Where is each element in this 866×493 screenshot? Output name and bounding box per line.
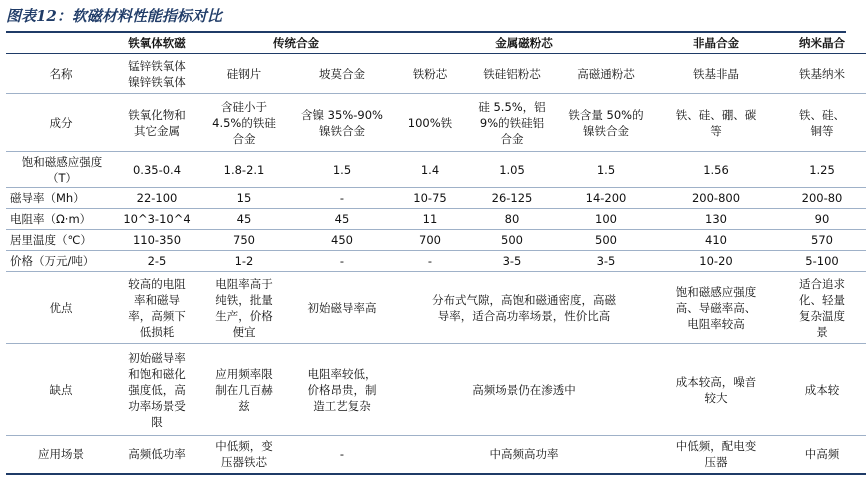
cell-silicon-steel-disadvantages: 应用频率限 制在几百赫 兹 <box>198 344 290 436</box>
table-row <box>6 209 866 230</box>
header-amorphous-alloy: 非晶合金 <box>654 33 778 54</box>
cell-high-flux-saturation: 1.5 <box>558 152 654 188</box>
cell-nano-advantages: 适合追求 化、轻量 复杂温度 景 <box>778 272 866 344</box>
cell-iron-core-name: 铁粉芯 <box>394 54 466 94</box>
cell-iron-core-saturation: 1.4 <box>394 152 466 188</box>
cell-powder-application: 中高频高功率 <box>394 436 654 474</box>
cell-fe-si-al-resistivity: 80 <box>466 209 558 230</box>
row-label-saturation: 饱和磁感应强度 （T） <box>6 152 116 188</box>
cell-silicon-steel-curie: 750 <box>198 230 290 251</box>
cell-amorphous-name: 铁基非晶 <box>654 54 778 94</box>
cell-permalloy-advantages: 初始磁导率高 <box>290 272 394 344</box>
cell-ferrite-price: 2-5 <box>116 251 198 272</box>
header-empty <box>6 33 116 54</box>
row-label-curie-temperature: 居里温度（℃） <box>6 230 116 251</box>
cell-fe-si-al-permeability: 26-125 <box>466 188 558 209</box>
row-label-disadvantages: 缺点 <box>6 344 116 436</box>
cell-permalloy-price: - <box>290 251 394 272</box>
cell-ferrite-permeability: 22-100 <box>116 188 198 209</box>
cell-permalloy-application: - <box>290 436 394 474</box>
cell-amorphous-permeability: 200-800 <box>654 188 778 209</box>
cell-iron-core-price: - <box>394 251 466 272</box>
table-row <box>6 188 866 209</box>
cell-amorphous-application: 中低频，配电变 压器 <box>654 436 778 474</box>
cell-ferrite-resistivity: 10^3-10^4 <box>116 209 198 230</box>
cell-nano-application: 中高频 <box>778 436 866 474</box>
cell-fe-si-al-curie: 500 <box>466 230 558 251</box>
table-row <box>6 344 866 436</box>
cell-silicon-steel-advantages: 电阻率高于 纯铁，批量 生产，价格 便宜 <box>198 272 290 344</box>
cell-ferrite-curie: 110-350 <box>116 230 198 251</box>
cell-ferrite-saturation: 0.35-0.4 <box>116 152 198 188</box>
row-label-resistivity: 电阻率（Ω·m） <box>6 209 116 230</box>
cell-nano-saturation: 1.25 <box>778 152 866 188</box>
cell-high-flux-name: 高磁通粉芯 <box>558 54 654 94</box>
figure-title: 图表12：软磁材料性能指标对比 <box>6 7 222 25</box>
header-row <box>6 33 866 54</box>
header-metal-powder-core: 金属磁粉芯 <box>394 33 654 54</box>
cell-iron-core-curie: 700 <box>394 230 466 251</box>
cell-silicon-steel-saturation: 1.8-2.1 <box>198 152 290 188</box>
cell-iron-core-composition: 100%铁 <box>394 94 466 152</box>
cell-permalloy-disadvantages: 电阻率较低， 价格昂贵，制 造工艺复杂 <box>290 344 394 436</box>
cell-powder-advantages: 分布式气隙，高饱和磁通密度，高磁 导率，适合高功率场景，性价比高 <box>394 272 654 344</box>
cell-fe-si-al-price: 3-5 <box>466 251 558 272</box>
cell-amorphous-disadvantages: 成本较高，噪音 较大 <box>654 344 778 436</box>
cell-permalloy-resistivity: 45 <box>290 209 394 230</box>
cell-silicon-steel-composition: 含硅小于 4.5%的铁硅 合金 <box>198 94 290 152</box>
cell-high-flux-price: 3-5 <box>558 251 654 272</box>
header-ferrite: 铁氧体软磁 <box>116 33 198 54</box>
row-label-permeability: 磁导率（Mh） <box>6 188 116 209</box>
table-row <box>6 251 866 272</box>
cell-silicon-steel-permeability: 15 <box>198 188 290 209</box>
table-row <box>6 152 866 188</box>
cell-ferrite-advantages: 较高的电阻 率和磁导 率，高频下 低损耗 <box>116 272 198 344</box>
cell-nano-permeability: 200-80 <box>778 188 866 209</box>
cell-fe-si-al-name: 铁硅铝粉芯 <box>466 54 558 94</box>
cell-amorphous-advantages: 饱和磁感应强度 高、导磁率高、 电阻率较高 <box>654 272 778 344</box>
cell-ferrite-composition: 铁氧化物和 其它金属 <box>116 94 198 152</box>
cell-permalloy-curie: 450 <box>290 230 394 251</box>
cell-silicon-steel-resistivity: 45 <box>198 209 290 230</box>
header-traditional-alloy: 传统合金 <box>198 33 394 54</box>
cell-permalloy-permeability: - <box>290 188 394 209</box>
cell-silicon-steel-price: 1-2 <box>198 251 290 272</box>
table-row <box>6 94 866 152</box>
table-row <box>6 230 866 251</box>
table-row <box>6 272 866 344</box>
row-label-application: 应用场景 <box>6 436 116 474</box>
table-row <box>6 54 866 94</box>
cell-ferrite-application: 高频低功率 <box>116 436 198 474</box>
cell-fe-si-al-composition: 硅 5.5%，铝 9%的铁硅铝 合金 <box>466 94 558 152</box>
cell-powder-disadvantages: 高频场景仍在渗透中 <box>394 344 654 436</box>
cell-silicon-steel-name: 硅钢片 <box>198 54 290 94</box>
row-label-advantages: 优点 <box>6 272 116 344</box>
row-label-price: 价格（万元/吨） <box>6 251 116 272</box>
cell-amorphous-resistivity: 130 <box>654 209 778 230</box>
cell-amorphous-composition: 铁、硅、硼、碳 等 <box>654 94 778 152</box>
cell-high-flux-permeability: 14-200 <box>558 188 654 209</box>
cell-permalloy-saturation: 1.5 <box>290 152 394 188</box>
cell-nano-name: 铁基纳米 <box>778 54 866 94</box>
cell-nano-curie: 570 <box>778 230 866 251</box>
cell-amorphous-price: 10-20 <box>654 251 778 272</box>
table-row <box>6 436 866 474</box>
row-label-name: 名称 <box>6 54 116 94</box>
cell-high-flux-resistivity: 100 <box>558 209 654 230</box>
cell-permalloy-name: 坡莫合金 <box>290 54 394 94</box>
cell-high-flux-composition: 铁含量 50%的 镍铁合金 <box>558 94 654 152</box>
cell-iron-core-permeability: 10-75 <box>394 188 466 209</box>
cell-silicon-steel-application: 中低频，变 压器铁芯 <box>198 436 290 474</box>
soft-magnetic-comparison-table <box>6 33 866 475</box>
cell-nano-composition: 铁、硅、 铜等 <box>778 94 866 152</box>
cell-amorphous-curie: 410 <box>654 230 778 251</box>
cell-iron-core-resistivity: 11 <box>394 209 466 230</box>
cell-nano-disadvantages: 成本较 <box>778 344 866 436</box>
cell-ferrite-name: 锰锌铁氧体 镍锌铁氧体 <box>116 54 198 94</box>
cell-ferrite-disadvantages: 初始磁导率 和饱和磁化 强度低，高 功率场景受 限 <box>116 344 198 436</box>
header-nanocrystalline: 纳米晶合 <box>778 33 866 54</box>
row-label-composition: 成分 <box>6 94 116 152</box>
cell-high-flux-curie: 500 <box>558 230 654 251</box>
cell-amorphous-saturation: 1.56 <box>654 152 778 188</box>
cell-permalloy-composition: 含镍 35%-90% 镍铁合金 <box>290 94 394 152</box>
cell-nano-price: 5-100 <box>778 251 866 272</box>
cell-fe-si-al-saturation: 1.05 <box>466 152 558 188</box>
cell-nano-resistivity: 90 <box>778 209 866 230</box>
